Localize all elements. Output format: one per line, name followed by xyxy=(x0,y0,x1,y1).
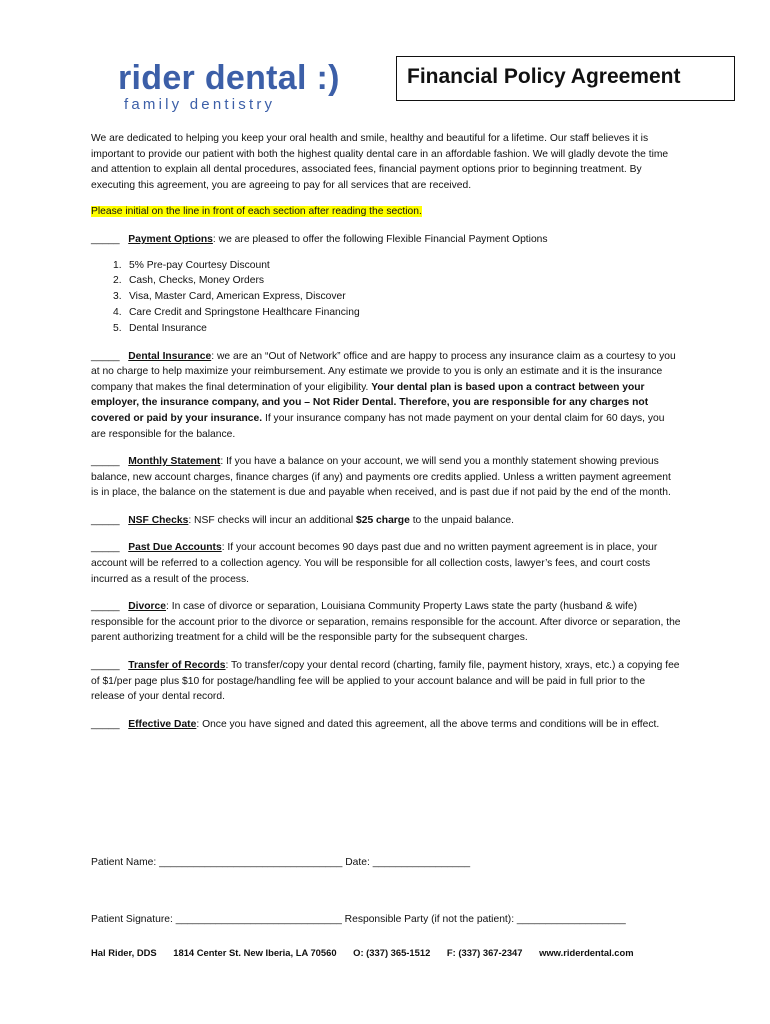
list-item-text: Visa, Master Card, American Express, Discover xyxy=(129,291,346,303)
title-box xyxy=(396,56,735,101)
list-item-text: 5% Pre-pay Courtesy Discount xyxy=(129,259,270,271)
patient-name-line[interactable]: Patient Name: ________________________________ Date: _________________ xyxy=(91,857,471,868)
initial-blank: _____ xyxy=(91,601,120,613)
section-divorce xyxy=(91,599,681,646)
list-item-text: Care Credit and Springstone Healthcare Financing xyxy=(129,306,360,318)
payment-options-text: : we are pleased to offer the following Flexible Financial Payment Options xyxy=(212,233,548,245)
nsf-charge-amount: $25 charge xyxy=(356,514,410,526)
initial-blank: _____ xyxy=(91,233,120,245)
rider-dental-logo xyxy=(118,60,358,120)
section-monthly-statement xyxy=(91,454,681,501)
past-due-text: : If your account becomes 90 days past due and no written payment agreement is in place, your account will be referred to a collection agency. You will be responsible for all collection costs, lawyer’s fees, and court costs incurred as a result of the process. xyxy=(91,542,658,585)
dental-insurance-heading: Dental Insurance xyxy=(128,350,212,362)
initial-blank: _____ xyxy=(91,542,120,554)
initial-blank: _____ xyxy=(91,456,120,468)
transfer-heading: Transfer of Records xyxy=(128,660,226,672)
footer xyxy=(91,947,648,958)
section-transfer-records xyxy=(91,658,681,705)
list-item xyxy=(91,258,681,274)
footer-address: 1814 Center St. New Iberia, LA 70560 xyxy=(173,947,337,958)
monthly-statement-text: : If you have a balance on your account, we will send you a monthly statement showing previous balance, new account charges, finance charges (if any) and payments ore credits applied. Unless a written payment agreement is in place, the balance on the statement is due and payable when received, and is past due if not paid by the end of the month. xyxy=(91,456,671,499)
list-item xyxy=(91,289,681,305)
transfer-text: : To transfer/copy your dental record (charting, family file, payment history, xrays, etc.) a copying fee of $1/per page plus $10 for postage/handling fee will be applied to your account balance and will be paid in full prior to the release of your dental record. xyxy=(91,660,680,703)
payment-options-heading: Payment Options xyxy=(128,233,213,245)
list-number: 4. xyxy=(113,306,122,318)
initial-blank: _____ xyxy=(91,660,120,672)
nsf-checks-text-end: to the unpaid balance. xyxy=(409,514,515,526)
notice-line xyxy=(91,204,681,220)
patient-signature-line[interactable]: Patient Signature: _____________________________ Responsible Party (if not the patient): ___________________ xyxy=(91,914,626,925)
logo-top-text: rider dental :) xyxy=(118,59,340,97)
footer-name: Hal Rider, DDS xyxy=(91,947,157,958)
initial-blank: _____ xyxy=(91,350,120,362)
list-item-text: Cash, Checks, Money Orders xyxy=(129,275,265,287)
footer-office-phone: O: (337) 365-1512 xyxy=(353,947,431,958)
initial-blank: _____ xyxy=(91,718,120,730)
intro-paragraph: We are dedicated to helping you keep your oral health and smile, healthy and beautiful for a lifetime. Our staff believes it is important to provide our patient with both the highest quality dental care in an affordable fashion. We will gladly devote the time and attention to explain all dental procedures, associated fees, financial payment options prior to beginning treatment. By executing this agreement, you are agreeing to pay for all services that are received. xyxy=(91,133,669,191)
section-nsf-checks xyxy=(91,513,681,529)
effective-date-text: : Once you have signed and dated this agreement, all the above terms and conditions will be in effect. xyxy=(196,718,660,730)
nsf-checks-heading: NSF Checks xyxy=(128,514,189,526)
section-past-due xyxy=(91,540,681,587)
document-body xyxy=(91,131,681,732)
list-item xyxy=(91,305,681,321)
section-payment-options xyxy=(91,232,681,337)
list-item xyxy=(91,321,681,337)
divorce-text: : In case of divorce or separation, Louisiana Community Property Laws state the party (husband & wife) responsible for the account prior to the divorce or separation, remains responsible for the account. After divorce or separation, the parent authorizing treatment for a child will be the responsible party for the subsequent charges. xyxy=(91,601,681,644)
list-number: 2. xyxy=(113,275,122,287)
footer-fax: F: (337) 367-2347 xyxy=(446,947,523,958)
list-item xyxy=(91,273,681,289)
section-effective-date xyxy=(91,717,681,733)
logo-bottom-text: family dentistry xyxy=(124,96,276,113)
section-dental-insurance xyxy=(91,349,681,443)
list-item-text: Dental Insurance xyxy=(129,322,207,334)
notice-highlight: Please initial on the line in front of each section after reading the section. xyxy=(91,206,422,218)
payment-options-list xyxy=(91,258,681,337)
document-title: Financial Policy Agreement xyxy=(407,65,681,88)
past-due-heading: Past Due Accounts xyxy=(128,542,222,554)
effective-date-heading: Effective Date xyxy=(128,718,197,730)
divorce-heading: Divorce xyxy=(128,601,167,613)
monthly-statement-heading: Monthly Statement xyxy=(128,456,221,468)
list-number: 3. xyxy=(113,291,122,303)
footer-website: www.riderdental.com xyxy=(539,947,634,958)
nsf-checks-text: : NSF checks will incur an additional xyxy=(188,514,357,526)
dental-insurance-text-end: If your insurance company has not made payment on your dental claim for 60 days, you are responsible for the balance. xyxy=(91,412,665,440)
list-number: 1. xyxy=(113,259,122,271)
dental-insurance-bold-text: Your dental plan is based upon a contract between your employer, the insurance company, and you – Not Rider Dental. Therefore, you are responsible for any charges not covered or paid by your insurance. xyxy=(91,381,649,424)
list-number: 5. xyxy=(113,322,122,334)
initial-blank: _____ xyxy=(91,514,120,526)
dental-insurance-text: : we are an “Out of Network” office and are happy to process any insurance claim as a courtesy to you at no charge to help maximize your reimbursement. Any estimate we provide to you is only an estimate and it is the insurance company that makes the final determination of your eligibility. xyxy=(91,350,676,393)
